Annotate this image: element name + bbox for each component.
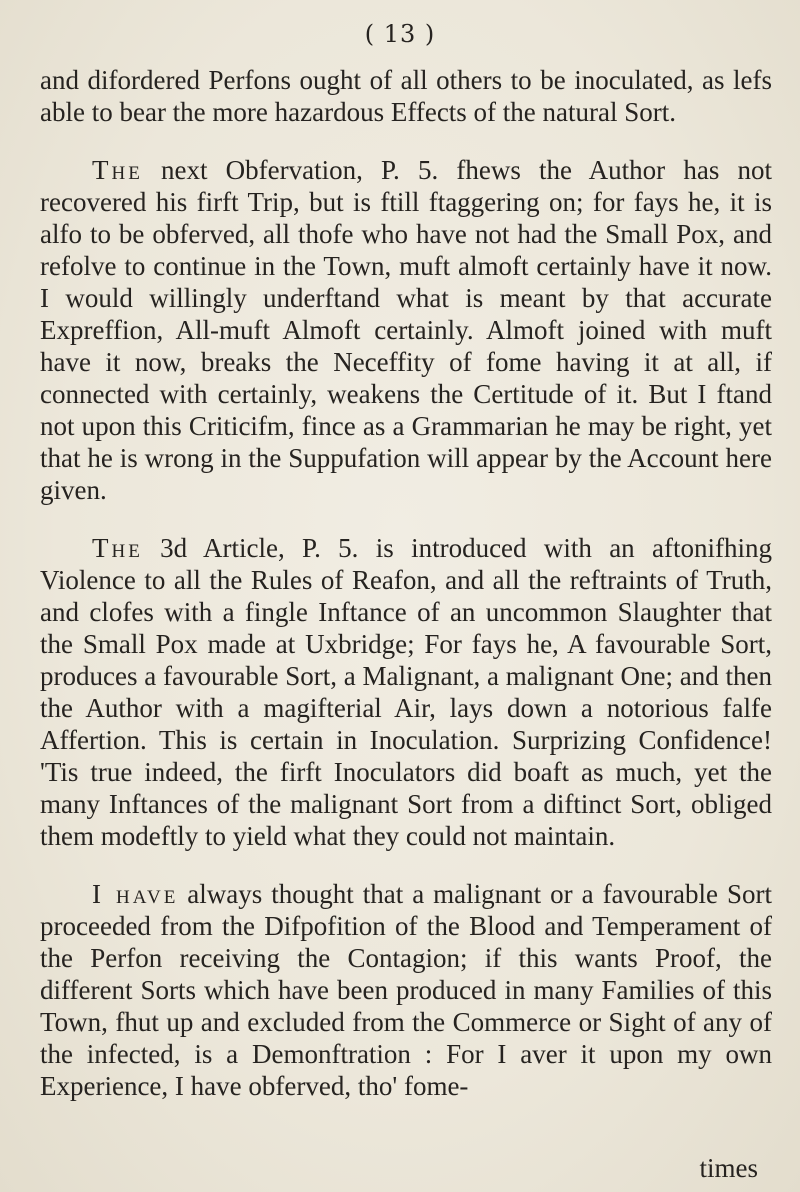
paragraph-4-text: always thought that a malignant or a favourable Sort proceeded from the Difpofition of the Blood and Temperament of the Perfon receiving the Contagion; if this wants Proof, the different Sorts which have been produced in many Families of this Town, fhut up and excluded from the Commerce or Sight of any of the infected, is a Demonftration : For I aver it upon my own Experience, I have obferved, tho' fome- [40,879,772,1101]
paragraph-2 [40,154,772,506]
paragraph-3-text: 3d Article, P. 5. is introduced with an aftonifhing Violence to all the Rules of Reafon, and all the reftraints of Truth, and clofes with a fingle Inftance of an uncommon Slaughter that the Small Pox made at Uxbridge; For fays he, A favourable Sort, produces a favourable Sort, a Malignant, a malignant One; and then the Author with a magifterial Air, lays down a notorious falfe Affertion. This is certain in Inoculation. Surprizing Confidence! 'Tis true indeed, the firft Inoculators did boaft as much, yet the many Inftances of the malignant Sort from a diftinct Sort, obliged them modeftly to yield what they could not maintain. [40,533,772,851]
page-number: ( 13 ) [364,20,436,48]
paragraph-1 [40,64,772,128]
body-text [40,64,772,1128]
catchword: times [699,1153,758,1183]
paragraph-1-text: and difordered Perfons ought of all others to be inoculated, as lefs able to bear the more hazardous Effects of the natural Sort. [40,65,772,127]
paragraph-3-lead: The [92,533,143,563]
paragraph-3 [40,532,772,852]
paragraph-2-lead: The [92,155,143,185]
paragraph-4 [40,878,772,1102]
paragraph-4-lead: I have [92,879,179,909]
paragraph-2-text: next Obfervation, P. 5. fhews the Author has not recovered his firft Trip, but is ftill ftaggering on; for fays he, it is alfo to be obferved, all thofe who have not had the Small Pox, and refolve to continue in the Town, muft almoft certainly have it now. I would willingly underftand what is meant by that accurate Expreffion, All-muft Almoft certainly. Almoft joined with muft have it now, breaks the Neceffity of fome having it at all, if connected with certainly, weakens the Certitude of it. But I ftand not upon this Criticifm, fince as a Grammarian he may be right, yet that he is wrong in the Suppufation will appear by the Account here given. [40,155,772,505]
